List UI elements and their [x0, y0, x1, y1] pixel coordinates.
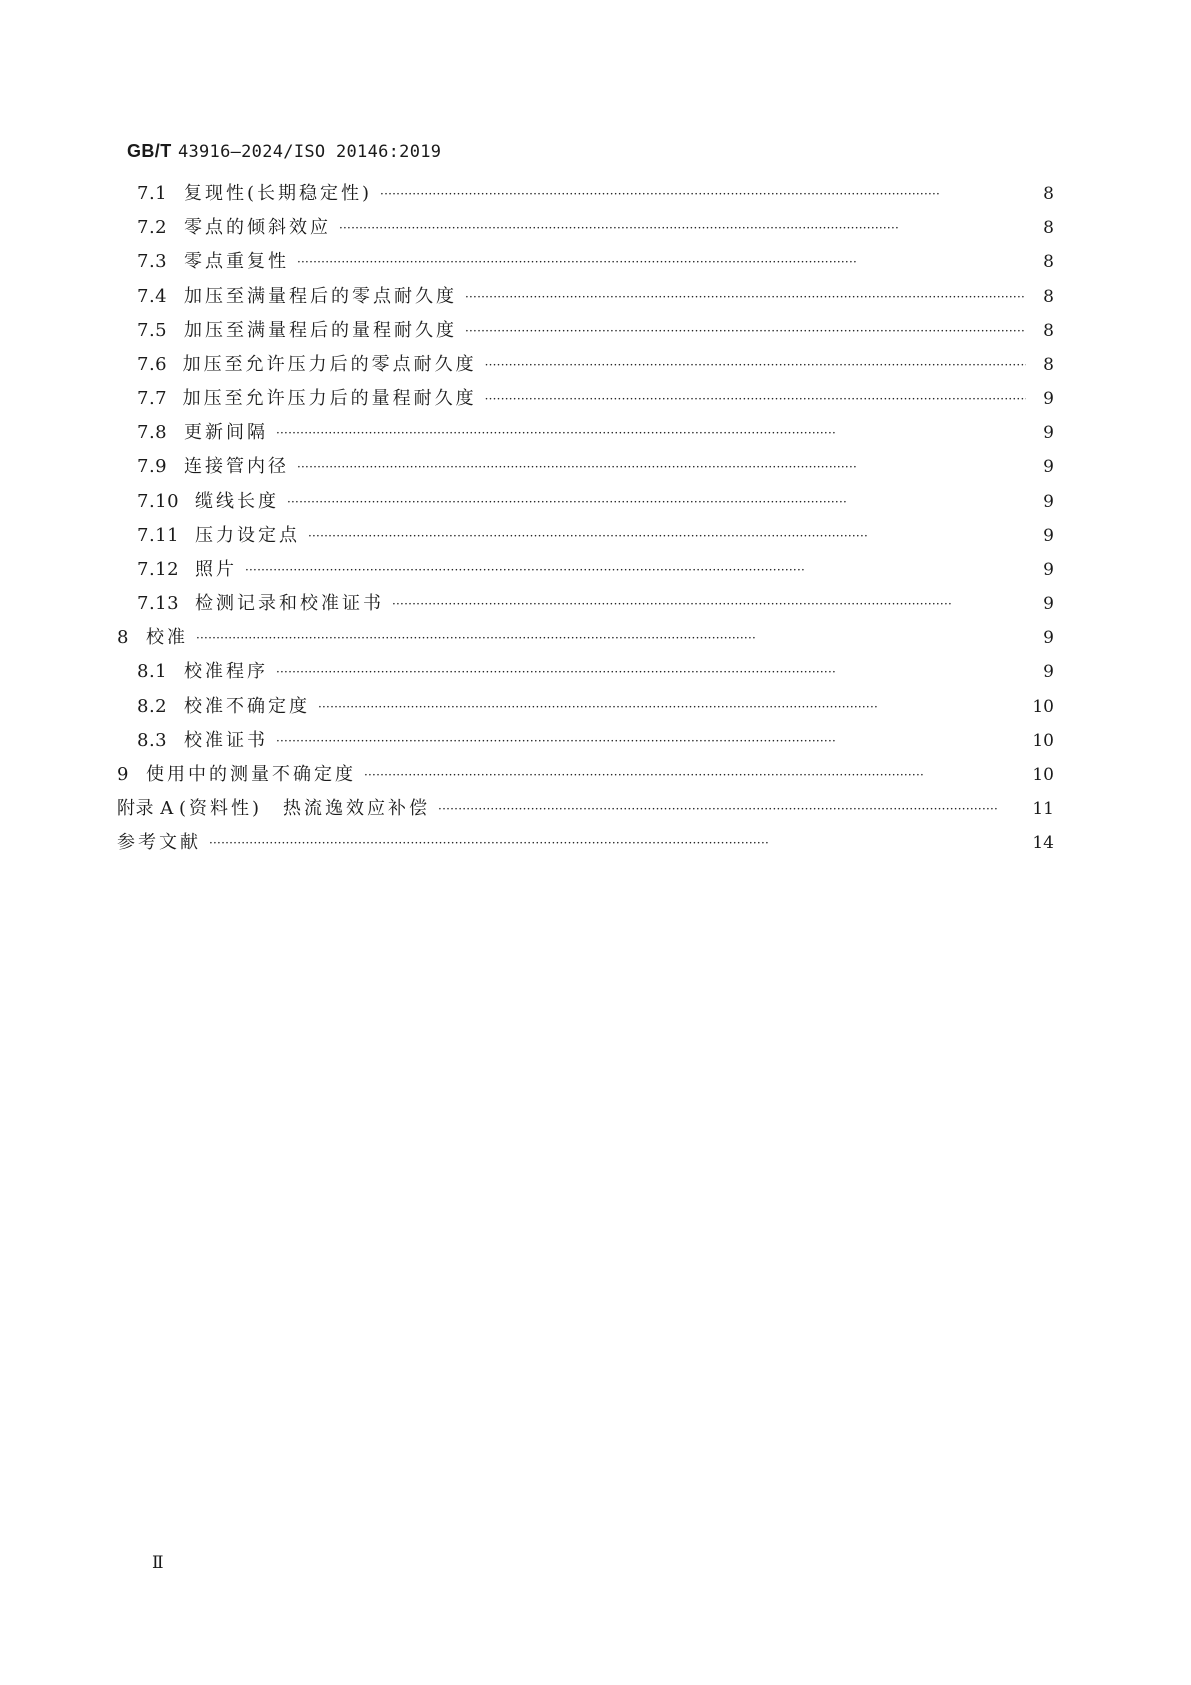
- toc-leader-dots: [364, 762, 1026, 788]
- toc-entry[interactable]: [137, 454, 1054, 480]
- toc-leader-dots: [209, 830, 1026, 856]
- toc-entry-page: 9: [1043, 628, 1054, 648]
- toc-entry-page: 14: [1032, 833, 1054, 853]
- toc-entry-number: 7.4: [137, 286, 168, 307]
- toc-leader-dots: [465, 318, 1026, 344]
- toc-entry-title: 加压至满量程后的零点耐久度: [184, 286, 457, 307]
- toc-entry[interactable]: [137, 694, 1054, 720]
- toc-entry[interactable]: [137, 489, 1054, 515]
- toc-entry-title: 零点的倾斜效应: [184, 217, 331, 238]
- toc-entry-title: 连接管内径: [184, 456, 289, 477]
- toc-entry-number: 8.1: [137, 661, 168, 682]
- toc-entry-page: 9: [1043, 492, 1054, 512]
- toc-entry-number: 8.2: [137, 696, 168, 717]
- toc-entry-page: 11: [1032, 799, 1054, 819]
- toc-leader-dots: [392, 591, 1026, 617]
- toc-entry-number: 7.2: [137, 217, 168, 238]
- toc-entry[interactable]: [137, 318, 1054, 344]
- toc-entry-page: 10: [1032, 697, 1054, 717]
- toc-entry[interactable]: [137, 181, 1054, 207]
- toc-leader-dots: [245, 557, 1026, 583]
- toc-entry-page: 9: [1043, 594, 1054, 614]
- toc-leader-dots: [308, 523, 1026, 549]
- toc-leader-dots: [276, 420, 1026, 446]
- toc-leader-dots: [276, 659, 1026, 685]
- toc-leader-dots: [276, 728, 1026, 754]
- toc-entry-title: 校准不确定度: [184, 696, 310, 717]
- toc-entry-page: 9: [1043, 457, 1054, 477]
- toc-leader-dots: [485, 352, 1026, 378]
- toc-leader-dots: [297, 249, 1026, 275]
- toc-leader-dots: [196, 625, 1026, 651]
- toc-leader-dots: [297, 454, 1026, 480]
- toc-entry[interactable]: [117, 625, 1054, 651]
- toc-entry-page: 8: [1043, 321, 1054, 341]
- toc-entry-number: 7.13: [137, 593, 180, 614]
- toc-entry-title: 加压至允许压力后的零点耐久度: [182, 354, 477, 375]
- toc-leader-dots: [318, 694, 1026, 720]
- toc-entry-title: 缆线长度: [195, 491, 279, 512]
- toc-entry-annex[interactable]: [117, 796, 1054, 822]
- toc-entry-title: 检测记录和校准证书: [195, 593, 384, 614]
- toc-entry[interactable]: [137, 284, 1054, 310]
- page-number: Ⅱ: [152, 1553, 164, 1573]
- toc-entry[interactable]: [137, 591, 1054, 617]
- toc-entry-title: 校准程序: [184, 661, 268, 682]
- toc-entry-title: 复现性(长期稳定性): [184, 183, 373, 204]
- toc-entry-title: 校准: [146, 627, 188, 648]
- toc-entry-number: 7.8: [137, 422, 168, 443]
- standard-code: GB/T: [127, 141, 172, 161]
- toc-entry-bibliography[interactable]: [117, 830, 1054, 856]
- toc-entry[interactable]: [137, 249, 1054, 275]
- toc-leader-dots: [438, 796, 1026, 822]
- toc-entry-title: 加压至满量程后的量程耐久度: [184, 320, 457, 341]
- toc-entry-page: 8: [1043, 355, 1054, 375]
- toc-leader-dots: [380, 181, 1026, 207]
- toc-entry-page: 9: [1043, 526, 1054, 546]
- toc-entry-page: 8: [1043, 252, 1054, 272]
- toc-entry-title: (资料性) 热流逸效应补偿: [179, 798, 431, 819]
- toc-entry-title: 压力设定点: [195, 525, 300, 546]
- toc-entry-number: 7.11: [137, 525, 180, 546]
- toc-entry[interactable]: [137, 659, 1054, 685]
- toc-entry-number: 8: [117, 627, 129, 648]
- toc-entry-title: 照片: [195, 559, 237, 580]
- toc-entry-page: 9: [1043, 389, 1054, 409]
- toc-entry-number: 7.3: [137, 251, 168, 272]
- toc-entry-title: 参考文献: [117, 832, 201, 853]
- toc-entry[interactable]: [137, 386, 1054, 412]
- toc-entry[interactable]: [137, 557, 1054, 583]
- toc-entry-number: 7.1: [137, 183, 168, 204]
- toc-entry[interactable]: [137, 352, 1054, 378]
- toc-entry-page: 9: [1043, 423, 1054, 443]
- toc-entry-number: 7.7: [137, 388, 168, 409]
- toc-leader-dots: [485, 386, 1026, 412]
- toc-entry-number: 7.10: [137, 491, 180, 512]
- toc-entry-number: 8.3: [137, 730, 168, 751]
- toc-entry-page: 8: [1043, 287, 1054, 307]
- toc-entry[interactable]: [137, 420, 1054, 446]
- toc-leader-dots: [465, 284, 1026, 310]
- toc-entry-page: 10: [1032, 765, 1054, 785]
- toc-entry-page: 8: [1043, 184, 1054, 204]
- toc-entry-title: 校准证书: [184, 730, 268, 751]
- toc-entry-title: 使用中的测量不确定度: [146, 764, 356, 785]
- toc-entry[interactable]: [117, 762, 1054, 788]
- toc-entry-number: 7.9: [137, 456, 168, 477]
- toc-entry-number: 7.6: [137, 354, 168, 375]
- standard-number: 43916—2024/ISO 20146:2019: [177, 142, 442, 162]
- toc-entry-number: 附录 A: [117, 798, 174, 819]
- toc-entry-title: 零点重复性: [184, 251, 289, 272]
- toc-entry-number: 7.12: [137, 559, 180, 580]
- toc-entry-page: 9: [1043, 662, 1054, 682]
- toc-entry[interactable]: [137, 728, 1054, 754]
- toc-leader-dots: [287, 489, 1026, 515]
- toc-entry-page: 10: [1032, 731, 1054, 751]
- toc-leader-dots: [339, 215, 1026, 241]
- toc-entry[interactable]: [137, 215, 1054, 241]
- toc-entry-number: 9: [117, 764, 129, 785]
- toc-entry[interactable]: [137, 523, 1054, 549]
- toc-entry-number: 7.5: [137, 320, 168, 341]
- toc-entry-page: 9: [1043, 560, 1054, 580]
- toc-entry-title: 更新间隔: [184, 422, 268, 443]
- toc-entry-title: 加压至允许压力后的量程耐久度: [182, 388, 477, 409]
- toc-entry-page: 8: [1043, 218, 1054, 238]
